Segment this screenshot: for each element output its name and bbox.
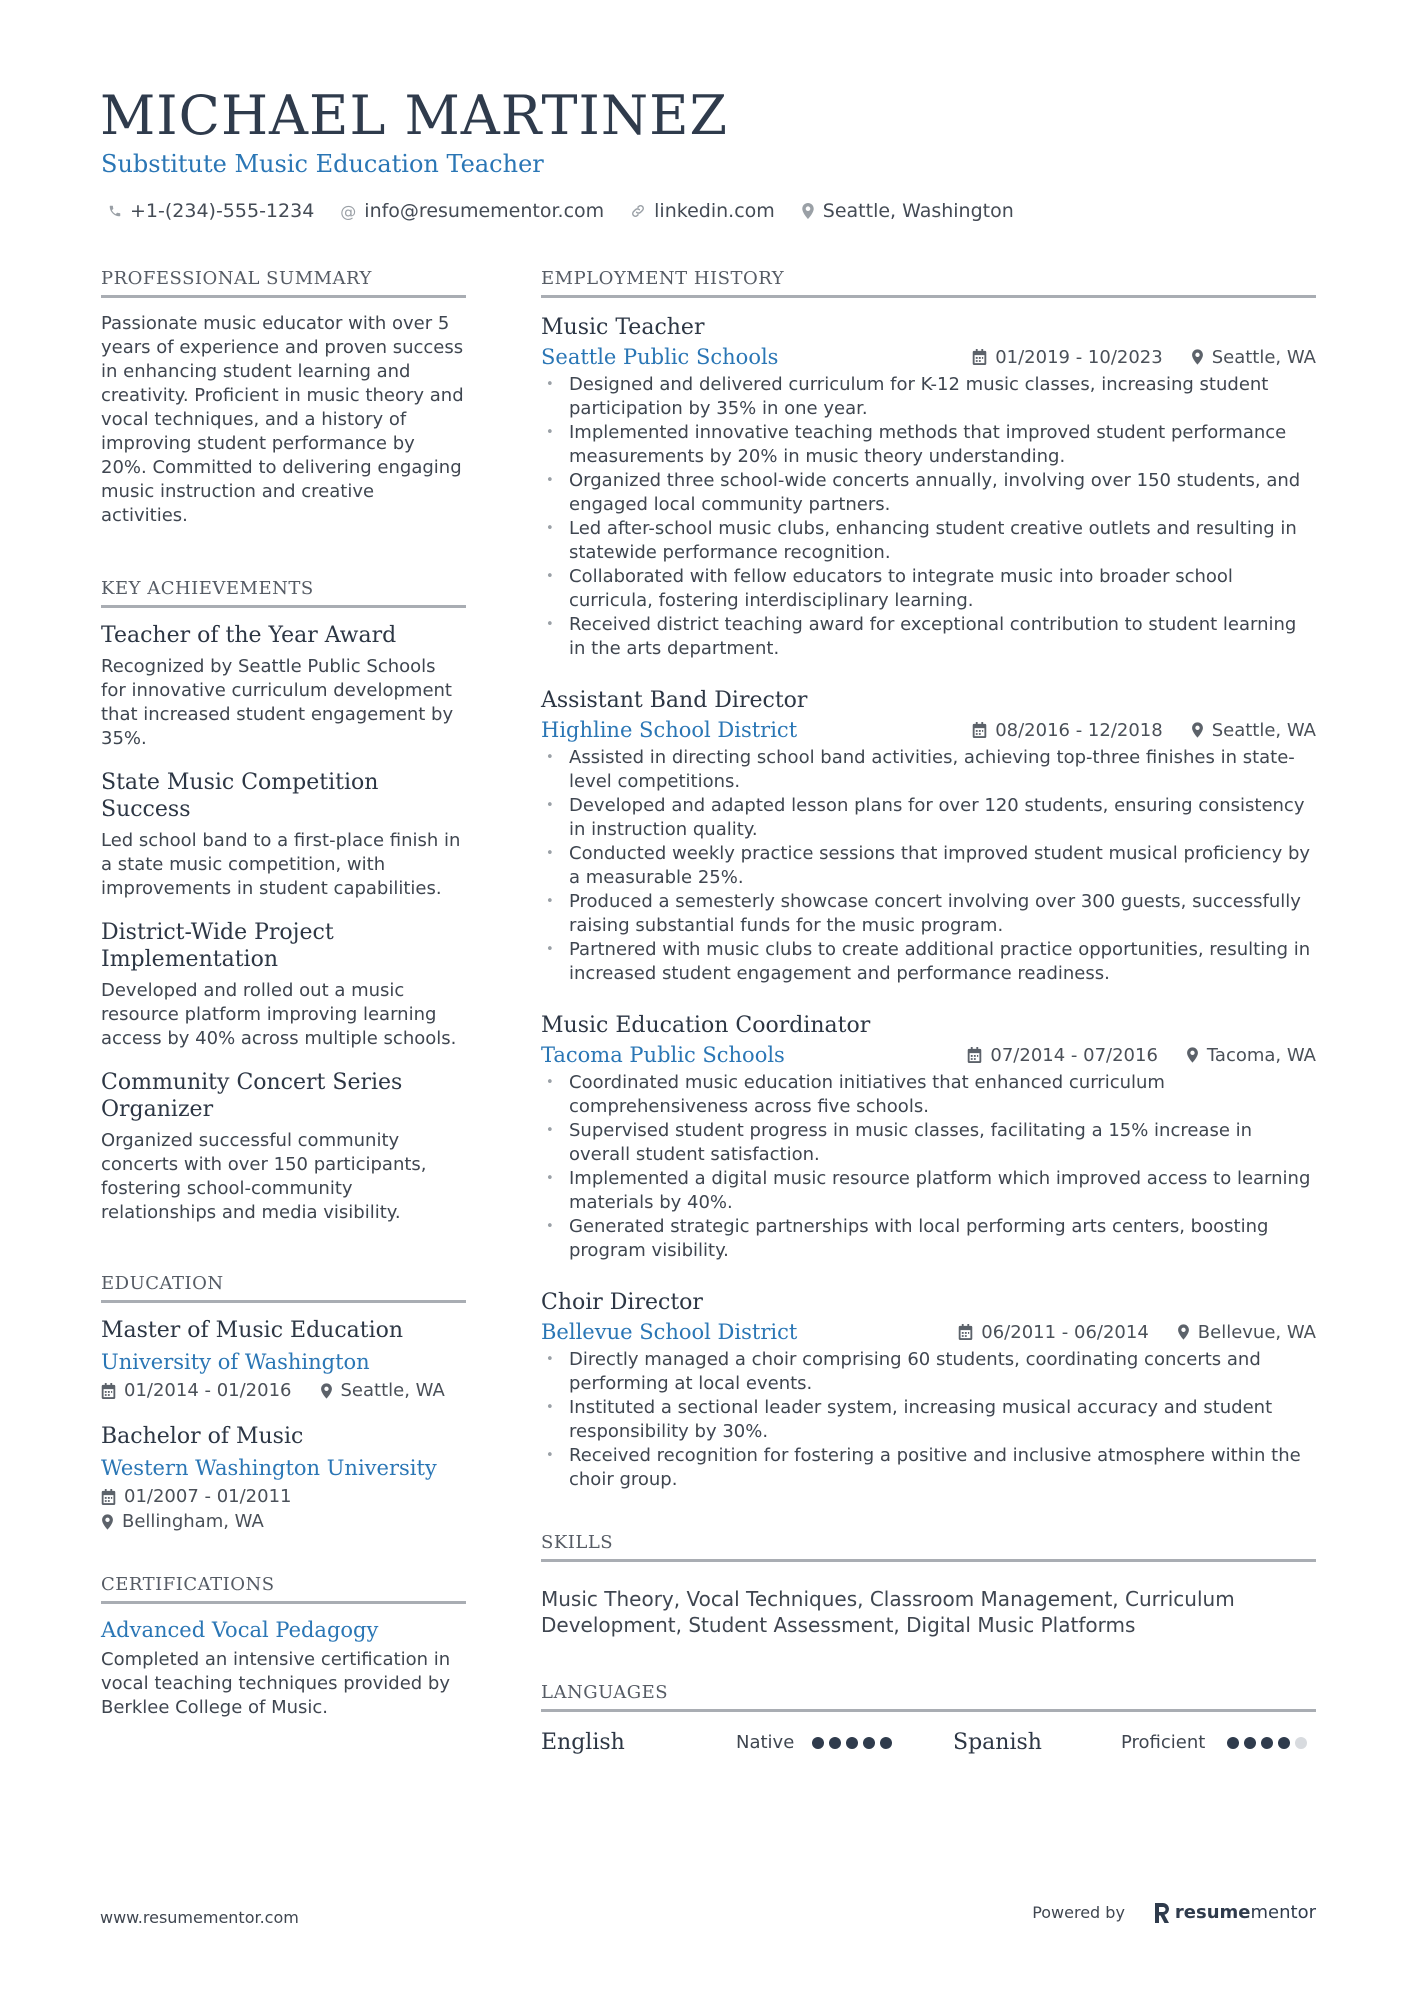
job-org: Bellevue School District — [541, 1320, 798, 1344]
job-bullet: • Collaborated with fellow educators to integrate music into broader school curricula, fostering interdisciplinary learning. — [541, 565, 1316, 613]
skills-heading: SKILLS — [541, 1532, 1316, 1562]
job-location: Tacoma, WA — [1206, 1044, 1316, 1066]
education-location: Bellingham, WA — [122, 1511, 264, 1532]
location-pin-icon — [1191, 349, 1204, 365]
language-item — [541, 1730, 953, 1755]
calendar-icon — [101, 1383, 116, 1399]
language-level: Native — [736, 1732, 795, 1753]
job-bullet: • Coordinated music education initiatives that enhanced curriculum comprehensiveness across five schools. — [541, 1071, 1316, 1119]
job-entry — [541, 1289, 1316, 1492]
job-bullet: • Implemented innovative teaching methods that improved student performance measurements by 20% in music theory understanding. — [541, 421, 1316, 469]
job-org: Seattle Public Schools — [541, 345, 779, 369]
job-bullet: • Instituted a sectional leader system, increasing musical accuracy and student responsibility by 30%. — [541, 1396, 1316, 1444]
left-column — [101, 268, 466, 1720]
languages-row — [541, 1726, 1316, 1755]
job-bullet: • Supervised student progress in music classes, facilitating a 15% increase in overall student satisfaction. — [541, 1119, 1316, 1167]
education-section — [101, 1273, 466, 1532]
job-role: Assistant Band Director — [541, 688, 808, 713]
rating-dot-filled — [863, 1737, 875, 1749]
right-column — [541, 268, 1316, 1755]
achievement-text: Led school band to a first-place finish in a state music competition, with improvements in student capabilities. — [101, 830, 461, 899]
rating-dot-empty — [1295, 1737, 1307, 1749]
job-dates: 08/2016 - 12/2018 — [995, 719, 1163, 741]
calendar-icon — [958, 1324, 973, 1340]
contact-location — [801, 200, 1014, 222]
contact-phone[interactable] — [108, 200, 314, 222]
employment-section — [541, 268, 1316, 1492]
achievement-text: Developed and rolled out a music resource platform improving learning access by 40% across multiple schools. — [101, 980, 457, 1049]
school-name: University of Washington — [101, 1350, 370, 1374]
at-icon: @ — [340, 201, 357, 221]
contact-email[interactable] — [340, 200, 604, 222]
job-bullets — [541, 373, 1316, 661]
job-dates: 07/2014 - 07/2016 — [990, 1044, 1158, 1066]
job-entry — [541, 1012, 1316, 1263]
candidate-title: Substitute Music Education Teacher — [101, 150, 544, 178]
certification-text: Completed an intensive certification in vocal teaching techniques provided by Berklee College of Music. — [101, 1649, 451, 1718]
language-item — [953, 1730, 1312, 1755]
location-pin-icon — [101, 1514, 114, 1530]
brand-logo[interactable] — [1153, 1902, 1316, 1923]
job-bullet: • Conducted weekly practice sessions that improved student musical proficiency by a measurable 25%. — [541, 842, 1316, 890]
location-pin-icon — [1191, 722, 1204, 738]
brand-light: mentor — [1250, 1902, 1316, 1923]
achievement-title: Community Concert Series Organizer — [101, 1070, 403, 1122]
achievement-item — [101, 622, 466, 751]
job-bullet: • Developed and adapted lesson plans for over 120 students, ensuring consistency in instruction quality. — [541, 794, 1316, 842]
degree-title: Master of Music Education — [101, 1318, 404, 1343]
job-meta — [967, 1045, 1316, 1066]
calendar-icon — [972, 722, 987, 738]
phone-text: +1-(234)-555-1234 — [130, 200, 315, 222]
job-bullets — [541, 1071, 1316, 1263]
achievements-section — [101, 578, 466, 1225]
job-role: Choir Director — [541, 1290, 703, 1315]
job-bullet: • Produced a semesterly showcase concert involving over 300 guests, successfully raising substantial funds for the music program. — [541, 890, 1316, 938]
education-location: Seattle, WA — [340, 1380, 445, 1401]
location-text: Seattle, Washington — [822, 200, 1014, 222]
rating-dot-filled — [812, 1737, 824, 1749]
job-bullet: • Organized three school-wide concerts annually, involving over 150 students, and engaged local community partners. — [541, 469, 1316, 517]
summary-section — [101, 268, 466, 528]
calendar-icon — [101, 1489, 116, 1505]
phone-icon — [108, 204, 122, 218]
job-entry — [541, 314, 1316, 661]
job-bullets — [541, 1348, 1316, 1492]
job-bullet: • Received district teaching award for exceptional contribution to student learning in the arts department. — [541, 613, 1316, 661]
job-meta — [972, 720, 1316, 741]
education-meta-location — [101, 1511, 466, 1532]
job-bullet: • Partnered with music clubs to create additional practice opportunities, resulting in increased student engagement and performance readiness. — [541, 938, 1316, 986]
calendar-icon — [967, 1047, 982, 1063]
job-dates: 06/2011 - 06/2014 — [981, 1321, 1149, 1343]
language-level: Proficient — [1121, 1732, 1206, 1753]
rating-dot-filled — [829, 1737, 841, 1749]
achievement-title: Teacher of the Year Award — [101, 623, 397, 648]
education-dates: 01/2007 - 01/2011 — [124, 1486, 292, 1507]
job-bullet: • Designed and delivered curriculum for K-12 music classes, increasing student participation by 35% in one year. — [541, 373, 1316, 421]
skills-section — [541, 1532, 1316, 1638]
skills-text: Music Theory, Vocal Techniques, Classroom Management, Curriculum Development, Student Assessment, Digital Music Platforms — [541, 1587, 1235, 1637]
education-item — [101, 1423, 466, 1532]
location-pin-icon — [1186, 1047, 1199, 1063]
degree-title: Bachelor of Music — [101, 1424, 304, 1449]
rating-dot-filled — [846, 1737, 858, 1749]
linkedin-text: linkedin.com — [654, 200, 775, 222]
achievements-heading: KEY ACHIEVEMENTS — [101, 578, 466, 608]
job-bullets — [541, 746, 1316, 986]
brand-mark-icon — [1153, 1903, 1169, 1923]
rating-dot-filled — [1278, 1737, 1290, 1749]
language-name: Spanish — [953, 1730, 1042, 1755]
location-pin-icon — [320, 1383, 333, 1399]
certifications-section — [101, 1574, 466, 1720]
candidate-name: MICHAEL MARTINEZ — [100, 84, 729, 147]
job-bullet: • Received recognition for fostering a positive and inclusive atmosphere within the choir group. — [541, 1444, 1316, 1492]
achievement-item — [101, 919, 466, 1051]
contact-linkedin[interactable] — [630, 200, 775, 222]
footer-powered — [1032, 1902, 1316, 1923]
school-name: Western Washington University — [101, 1456, 437, 1480]
summary-heading: PROFESSIONAL SUMMARY — [101, 268, 466, 298]
job-dates: 01/2019 - 10/2023 — [995, 346, 1163, 368]
job-bullet: • Implemented a digital music resource platform which improved access to learning materials by 40%. — [541, 1167, 1316, 1215]
achievement-item — [101, 1069, 466, 1225]
education-item — [101, 1317, 466, 1401]
job-org: Tacoma Public Schools — [541, 1043, 785, 1067]
employment-heading: EMPLOYMENT HISTORY — [541, 268, 1316, 298]
certification-title: Advanced Vocal Pedagogy — [101, 1618, 379, 1642]
achievement-title: State Music Competition Success — [101, 770, 379, 822]
rating-dot-filled — [1261, 1737, 1273, 1749]
job-bullet: • Directly managed a choir comprising 60 students, coordinating concerts and performing at local events. — [541, 1348, 1316, 1396]
certification-item — [101, 1618, 466, 1720]
job-meta — [972, 347, 1316, 368]
achievement-title: District-Wide Project Implementation — [101, 920, 334, 972]
rating-dot-filled — [1244, 1737, 1256, 1749]
education-heading: EDUCATION — [101, 1273, 466, 1303]
achievement-item — [101, 769, 466, 901]
location-pin-icon — [801, 203, 815, 219]
certifications-heading: CERTIFICATIONS — [101, 1574, 466, 1604]
job-bullet: • Assisted in directing school band activities, achieving top-three finishes in state-level competitions. — [541, 746, 1316, 794]
job-role: Music Education Coordinator — [541, 1013, 871, 1038]
languages-heading: LANGUAGES — [541, 1682, 1316, 1712]
footer-website[interactable]: www.resumementor.com — [100, 1908, 299, 1927]
job-location: Bellevue, WA — [1197, 1321, 1316, 1343]
achievement-text: Organized successful community concerts with over 150 participants, fostering school-community relationships and media visibility. — [101, 1130, 427, 1223]
education-meta — [101, 1380, 466, 1401]
link-icon — [630, 203, 646, 219]
education-meta — [101, 1486, 466, 1507]
job-location: Seattle, WA — [1211, 719, 1316, 741]
language-name: English — [541, 1730, 625, 1755]
languages-section — [541, 1682, 1316, 1755]
job-role: Music Teacher — [541, 315, 705, 340]
language-rating — [1227, 1737, 1312, 1749]
email-text: info@resumementor.com — [364, 200, 605, 222]
rating-dot-filled — [880, 1737, 892, 1749]
summary-text: Passionate music educator with over 5 years of experience and proven success in enhancing student learning and creativity. Proficient in music theory and vocal techniques, and a history of improving student performance by 20%. Committed to delivering engaging music instruction and creative activities. — [101, 313, 464, 526]
brand-bold: resume — [1174, 1902, 1251, 1923]
achievement-text: Recognized by Seattle Public Schools for innovative curriculum development that increased student engagement by 35%. — [101, 656, 454, 749]
job-bullet: • Generated strategic partnerships with local performing arts centers, boosting program visibility. — [541, 1215, 1316, 1263]
education-dates: 01/2014 - 01/2016 — [124, 1380, 292, 1401]
job-bullet: • Led after-school music clubs, enhancing student creative outlets and resulting in statewide performance recognition. — [541, 517, 1316, 565]
powered-by-label: Powered by — [1032, 1903, 1125, 1922]
language-rating — [812, 1737, 897, 1749]
rating-dot-filled — [1227, 1737, 1239, 1749]
calendar-icon — [972, 349, 987, 365]
job-meta — [958, 1322, 1316, 1343]
job-location: Seattle, WA — [1211, 346, 1316, 368]
job-entry — [541, 687, 1316, 986]
contact-row — [108, 200, 1040, 222]
location-pin-icon — [1177, 1324, 1190, 1340]
job-org: Highline School District — [541, 718, 798, 742]
